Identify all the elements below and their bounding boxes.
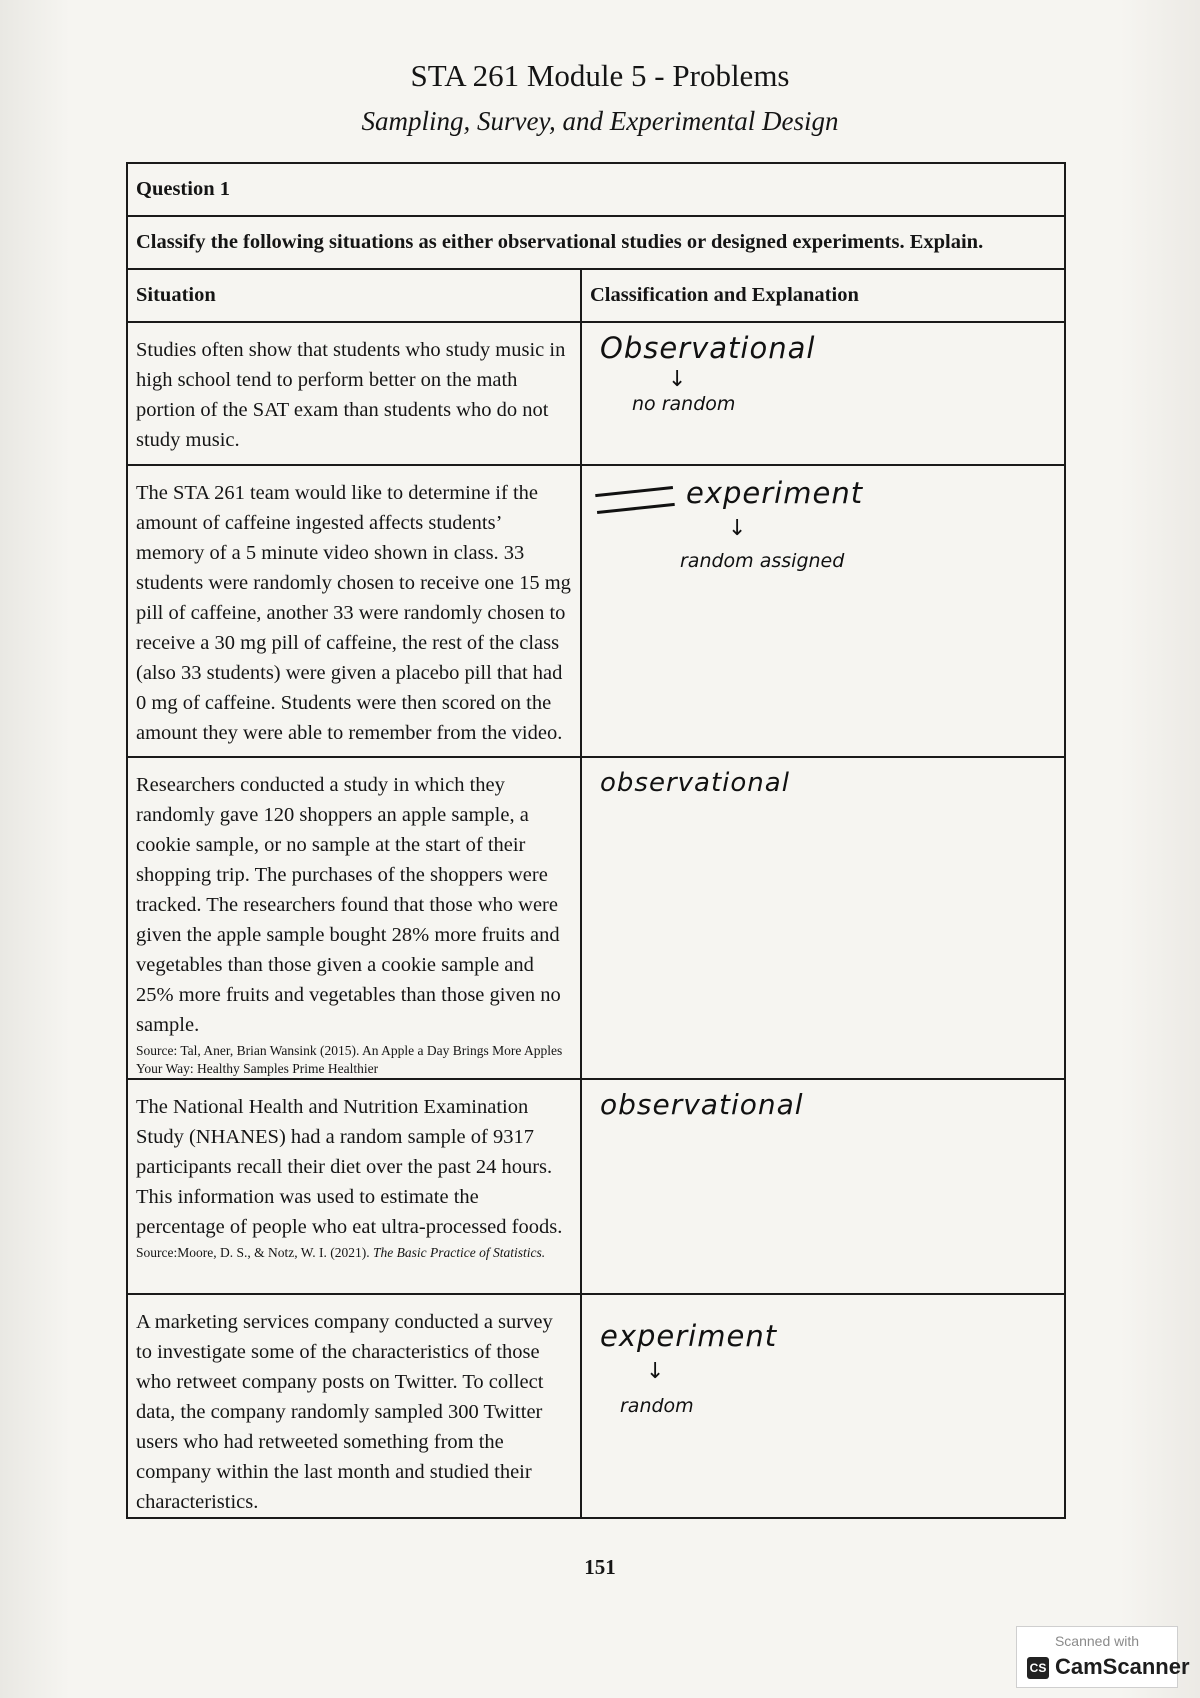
answer-cell (581, 1079, 1065, 1294)
situation-cell (127, 465, 581, 757)
down-arrow-icon: ↓ (728, 516, 747, 541)
situation-text: The National Health and Nutrition Examination Study (NHANES) had a random sample of 9317 participants recall their diet over the past 24 hours. This information was used to estimate the percentage of people who eat ultra-processed foods. (136, 1096, 563, 1238)
question-label: Question 1 (127, 163, 1065, 216)
situation-cell (127, 1294, 581, 1518)
page-subtitle: Sampling, Survey, and Experimental Design (361, 106, 839, 136)
answer-cell (581, 1294, 1065, 1518)
source-citation: Source: Tal, Aner, Brian Wansink (2015). An Apple a Day Brings More Apples Your Way: Healthy Samples Prime Healthier (136, 1043, 563, 1076)
answer-text: observational (600, 1088, 804, 1121)
strikethrough-scribble (595, 486, 675, 514)
table-row (127, 1079, 1065, 1294)
column-header-situation: Situation (127, 269, 581, 322)
source-title: The Basic Practice of Statistics. (372, 1245, 546, 1260)
camscanner-logo-icon: CS (1027, 1657, 1049, 1679)
situation-text: The STA 261 team would like to determine if the amount of caffeine ingested affects students’ memory of a 5 minute video shown in class. 33 students were randomly chosen to receive one 15 mg pill of caffeine, another 33 were randomly chosen to receive a 30 mg pill of caffeine, the rest of the class (also 33 students) were given a placebo pill that had 0 mg of caffeine. Students were then scored on the amount they were able to remember from the video. (136, 482, 571, 744)
table-row (127, 757, 1065, 1079)
situation-text: Studies often show that students who study music in high school tend to perform better on the math portion of the SAT exam than students who do not study music. (136, 339, 566, 451)
table-row (127, 322, 1065, 465)
down-arrow-icon: ↓ (646, 1359, 665, 1384)
situation-cell (127, 757, 581, 1079)
answer-text: observational (600, 768, 790, 798)
answer-note: random (620, 1395, 694, 1417)
question-header-row (127, 163, 1065, 216)
situation-text: A marketing services company conducted a survey to investigate some of the characteristics of those who retweet company posts on Twitter. To collect data, the company randomly sampled 300 Twitter users who had retweeted something from the company within the last month and studied their characteristics. (136, 1311, 553, 1513)
source-prefix: Source:Moore, D. S., & Notz, W. I. (2021). (136, 1245, 373, 1260)
page-number: 151 (584, 1555, 616, 1579)
camscanner-badge (1016, 1626, 1190, 1688)
answer-cell (581, 465, 1065, 757)
answer-cell (581, 757, 1065, 1079)
table-row (127, 1294, 1065, 1518)
answer-text: experiment (686, 476, 864, 510)
answer-cell (581, 322, 1065, 465)
badge-caption: Scanned with (1054, 1633, 1140, 1649)
source-citation (136, 1244, 572, 1262)
column-header-classification: Classification and Explanation (581, 269, 1065, 322)
situation-cell (127, 1079, 581, 1294)
situation-text: Researchers conducted a study in which they randomly gave 120 shoppers an apple sample, a cookie sample, or no sample at the start of their shopping trip. The purchases of the shoppers were tracked. The researchers found that those who were given the apple sample bought 28% more fruits and vegetables than those given a cookie sample and 25% more fruits and vegetables than those given no sample. (136, 774, 561, 1036)
down-arrow-icon: ↓ (668, 367, 687, 392)
table-row (127, 465, 1065, 757)
page-title: STA 261 Module 5 - Problems (410, 58, 790, 93)
situation-cell (127, 322, 581, 465)
instruction-text: Classify the following situations as either observational studies or designed experiments. Explain. (127, 216, 1065, 269)
answer-note: no random (632, 393, 736, 415)
badge-brand: CamScanner (1055, 1654, 1190, 1679)
answer-text: experiment (600, 1319, 778, 1353)
answer-note: random assigned (680, 550, 845, 572)
answer-text: Observational (600, 331, 816, 365)
question-table (126, 162, 1066, 1519)
column-header-row (127, 269, 1065, 322)
instruction-row (127, 216, 1065, 269)
